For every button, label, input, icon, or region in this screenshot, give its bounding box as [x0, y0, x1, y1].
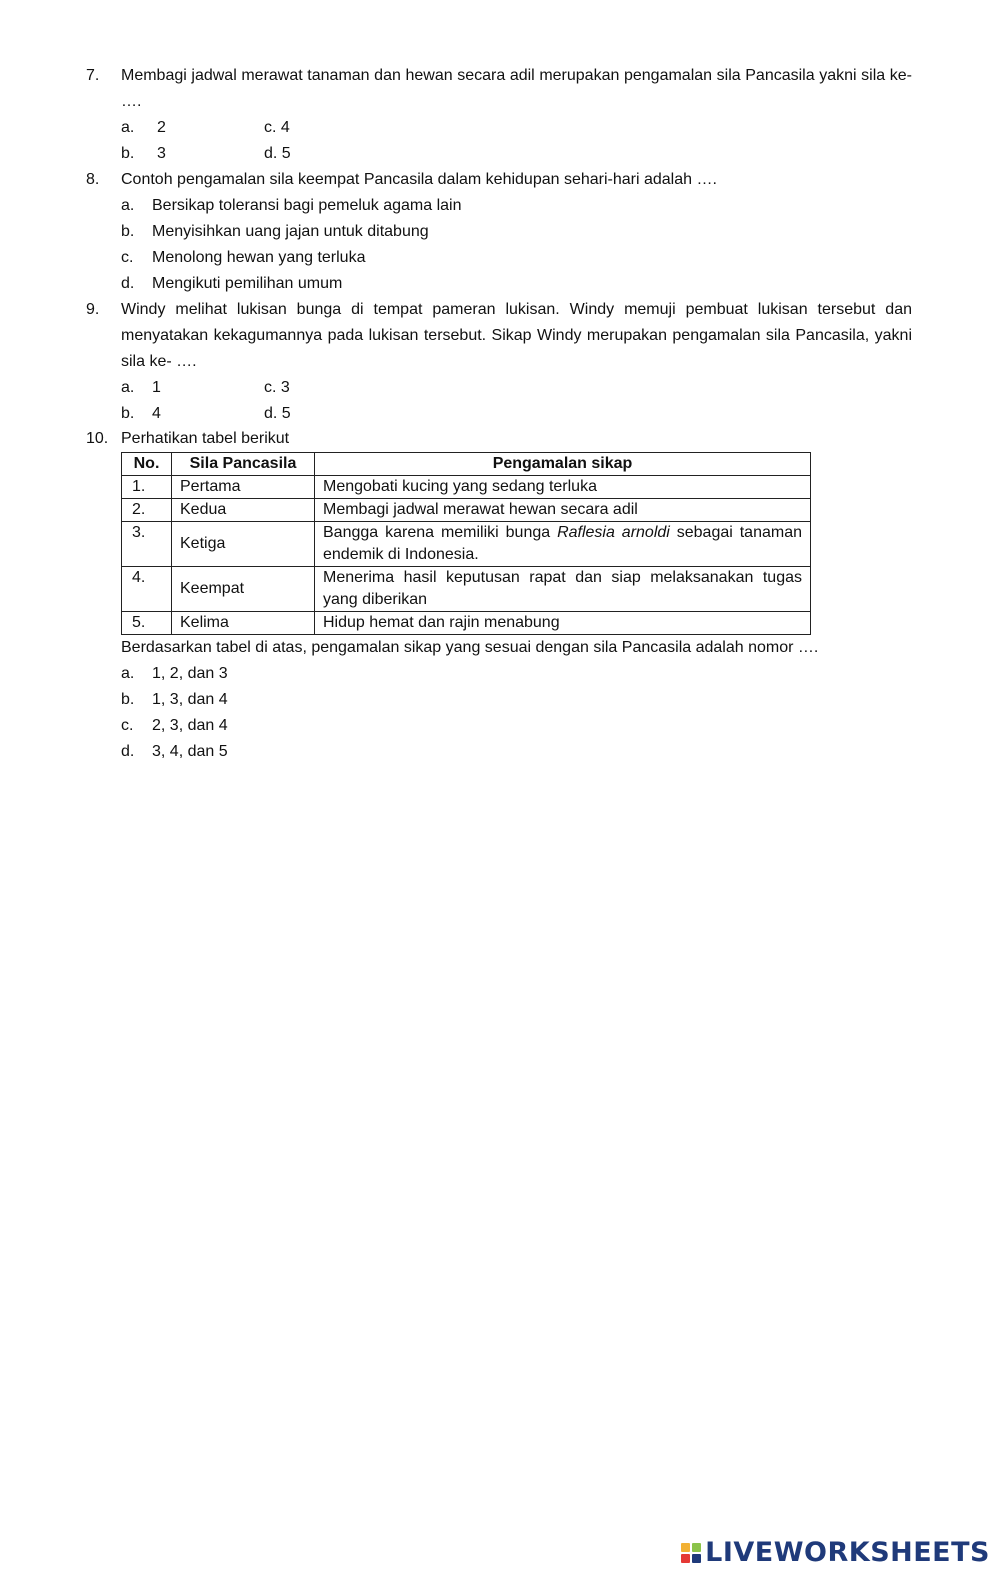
table-header-row: [122, 453, 811, 476]
logo-square: [681, 1543, 690, 1552]
option-b[interactable]: b. 4: [121, 405, 161, 422]
options: [121, 115, 912, 167]
option-a[interactable]: a. 1, 2, dan 3: [121, 665, 228, 682]
option-a[interactable]: a. Bersikap toleransi bagi pemeluk agama lain: [121, 197, 462, 214]
question-text: Windy melihat lukisan bunga di tempat pameran lukisan. Windy memuji pembuat lukisan tersebut dan menyatakan kekagumannya pada lukisan tersebut. Sikap Windy merupakan pengamalan sila Pancasila, yakni sila ke- ….: [121, 301, 912, 370]
header-sikap: Pengamalan sikap: [315, 453, 811, 476]
table-row: 3. Ketiga Bangga karena memiliki bunga Raflesia arnoldi sebagai tanaman endemik di Indonesia.: [122, 522, 811, 567]
question-number: 10.: [86, 430, 109, 447]
question-prompt: Berdasarkan tabel di atas, pengamalan sikap yang sesuai dengan sila Pancasila adalah nomor ….: [121, 639, 819, 656]
option-d[interactable]: d. Mengikuti pemilihan umum: [121, 275, 343, 292]
option-d[interactable]: d. 5: [264, 145, 291, 162]
table-row: 2. Kedua Membagi jadwal merawat hewan secara adil: [122, 499, 811, 522]
option-c[interactable]: c. 2, 3, dan 4: [121, 717, 228, 734]
option-c[interactable]: c. Menolong hewan yang terluka: [121, 249, 366, 266]
logo-grid-icon: [681, 1543, 701, 1563]
option-b[interactable]: b. Menyisihkan uang jajan untuk ditabung: [121, 223, 429, 240]
table-row: 4. Keempat Menerima hasil keputusan rapat dan siap melaksanakan tugas yang diberikan: [122, 567, 811, 612]
brand-name: LIVEWORKSHEETS: [705, 1537, 990, 1568]
options: [121, 661, 912, 765]
question-number: 9.: [86, 301, 100, 318]
question-text: Perhatikan tabel berikut: [121, 430, 290, 447]
logo-square: [692, 1554, 701, 1563]
table-row: 1. Pertama Mengobati kucing yang sedang terluka: [122, 476, 811, 499]
question-number: 7.: [86, 67, 100, 84]
question-9: [86, 297, 912, 427]
option-c[interactable]: c. 3: [264, 379, 290, 396]
logo-square: [681, 1554, 690, 1563]
question-7: [86, 63, 912, 167]
options: [121, 375, 912, 427]
table-cell-sikap: Bangga karena memiliki bunga Raflesia arnoldi sebagai tanaman endemik di Indonesia.: [315, 522, 811, 567]
option-a[interactable]: a. 2: [121, 119, 166, 136]
question-8: [86, 167, 912, 297]
option-a[interactable]: a. 1: [121, 379, 161, 396]
sila-table: [121, 452, 811, 635]
question-text: Membagi jadwal merawat tanaman dan hewan secara adil merupakan pengamalan sila Pancasila yakni sila ke- ….: [121, 67, 912, 110]
header-no: No.: [122, 453, 172, 476]
option-b[interactable]: b. 3: [121, 145, 166, 162]
option-c[interactable]: c. 4: [264, 119, 290, 136]
header-sila: Sila Pancasila: [172, 453, 315, 476]
logo-square: [692, 1543, 701, 1552]
question-10: [86, 426, 912, 765]
option-d[interactable]: d. 5: [264, 405, 291, 422]
option-d[interactable]: d. 3, 4, dan 5: [121, 743, 228, 760]
species-name: Raflesia arnoldi: [557, 524, 670, 541]
question-text: Contoh pengamalan sila keempat Pancasila dalam kehidupan sehari-hari adalah ….: [121, 171, 717, 188]
option-b[interactable]: b. 1, 3, dan 4: [121, 691, 228, 708]
question-number: 8.: [86, 171, 100, 188]
liveworksheets-logo[interactable]: [681, 1537, 990, 1568]
options: [121, 193, 912, 297]
table-row: 5. Kelima Hidup hemat dan rajin menabung: [122, 612, 811, 635]
